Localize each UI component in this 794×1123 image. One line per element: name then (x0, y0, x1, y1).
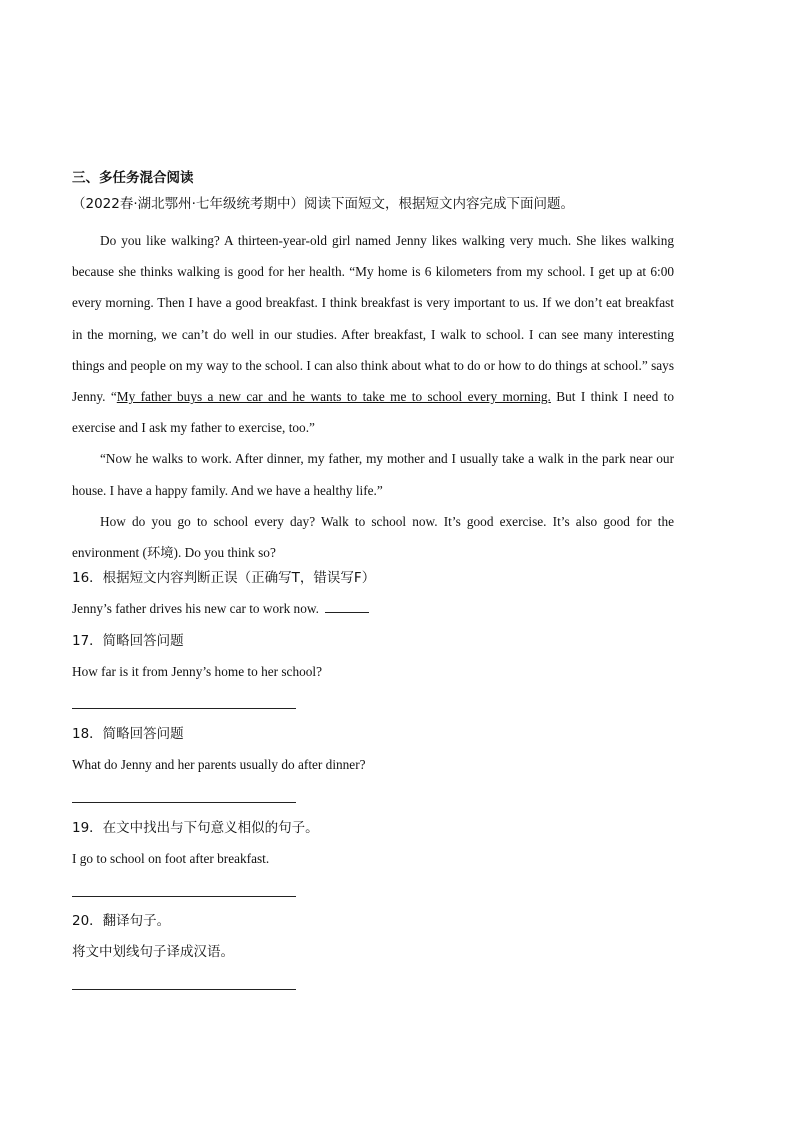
question-19-prompt: I go to school on foot after breakfast. (72, 851, 270, 866)
question-20-heading: 20．翻译句子。 (72, 913, 171, 929)
question-18-heading: 18．简略回答问题 (72, 726, 184, 742)
paragraph-1-text: Do you like walking? A thirteen-year-old girl named Jenny likes walking very much. She likes walking because she thinks walking is good for her health. “My home is 6 kilometers from my school. I get up at 6:00 every morning. Then I have a good breakfast. I think breakfast is very important to us. If we don’t eat breakfast in the morning, we can’t do well in our studies. After breakfast, I walk to school. I can see many interesting things and people on my way to the school. I can also think about what to do or how to do things at school.” says Jenny. “ (72, 233, 674, 405)
question-16-body (72, 599, 674, 620)
question-17 (72, 631, 674, 651)
question-17-answer-line[interactable] (72, 708, 296, 709)
question-16 (72, 568, 674, 588)
question-19-body (72, 849, 674, 869)
question-18-body (72, 755, 674, 775)
question-20 (72, 911, 674, 931)
question-19 (72, 818, 674, 838)
question-18-answer-line[interactable] (72, 802, 296, 803)
reading-passage (72, 225, 674, 568)
question-20-prompt: 将文中划线句子译成汉语。 (72, 944, 234, 960)
underlined-sentence: My father buys a new car and he wants to take me to school every morning. (116, 389, 551, 405)
question-17-prompt: How far is it from Jenny’s home to her school? (72, 664, 323, 679)
paragraph-1-end: But I think I need to exercise and I ask my father to exercise, too.” (72, 389, 675, 436)
question-18-prompt: What do Jenny and her parents usually do after dinner? (72, 757, 366, 772)
passage-paragraph-1 (72, 225, 674, 443)
question-17-heading: 17．简略回答问题 (72, 633, 184, 649)
passage-paragraph-2: “Now he walks to work. After dinner, my father, my mother and I usually take a walk in the park near our house. I have a happy family. And we have a healthy life.” (72, 451, 674, 498)
section-title: 三、多任务混合阅读 (72, 170, 194, 186)
question-16-heading: 16．根据短文内容判断正误（正确写T，错误写F） (72, 570, 376, 586)
passage-paragraph-3: How do you go to school every day? Walk to school now. It’s good exercise. It’s also good for the environment (环境). Do you think so? (72, 513, 674, 561)
question-20-body (72, 942, 674, 962)
question-19-answer-line[interactable] (72, 896, 296, 897)
exam-source-instruction: （2022春·湖北鄂州·七年级统考期中）阅读下面短文，根据短文内容完成下面问题。 (72, 196, 574, 212)
question-17-body (72, 662, 674, 682)
question-20-answer-line[interactable] (72, 989, 296, 990)
question-18 (72, 724, 674, 744)
question-19-heading: 19．在文中找出与下句意义相似的句子。 (72, 820, 319, 836)
question-16-prompt: Jenny’s father drives his new car to work now. (72, 601, 319, 616)
question-16-answer-blank[interactable] (325, 600, 369, 613)
